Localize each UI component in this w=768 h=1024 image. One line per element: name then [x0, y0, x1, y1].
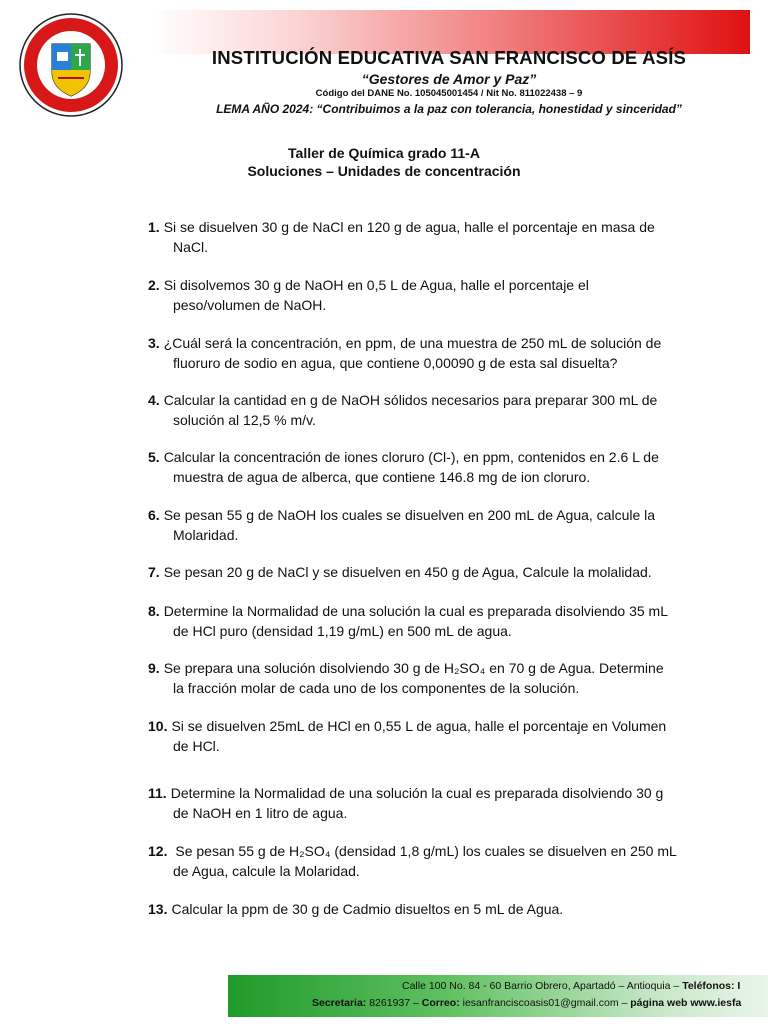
question-number: 10. — [148, 718, 168, 734]
question-number: 5. — [148, 449, 160, 465]
question-item — [148, 275, 723, 315]
question-number: 6. — [148, 507, 160, 523]
question-text-continued: de NaOH en 1 litro de agua. — [173, 805, 348, 821]
question-text-continued: Molaridad. — [173, 527, 239, 543]
footer-address: Calle 100 No. 84 - 60 Barrio Obrero, Apartadó – Antioquia – — [402, 980, 683, 992]
question-text-continued: solución al 12,5 % m/v. — [173, 412, 316, 428]
question-text-continued: NaCl. — [173, 239, 209, 255]
question-text-continued: peso/volumen de NaOH. — [173, 297, 327, 313]
school-lema: LEMA AÑO 2024: “Contribuimos a la paz con tolerancia, honestidad y sinceridad” — [216, 102, 682, 116]
question-number: 11. — [148, 785, 167, 801]
question-text-continued: de HCl. — [173, 738, 220, 754]
question-number: 1. — [148, 219, 160, 235]
footer-web-label: página web www.iesfa — [630, 997, 742, 1009]
footer-correo-value: iesanfranciscoasis01@gmail.com – — [459, 997, 631, 1009]
question-text: Se pesan 20 g de NaCl y se disuelven en 450 g de Agua, Calcule la molalidad. — [163, 564, 652, 580]
worksheet-title-line2: Soluciones – Unidades de concentración — [247, 163, 521, 179]
question-number: 8. — [148, 603, 160, 619]
question-text-continued: muestra de agua de alberca, que contiene 146.8 mg de ion cloruro. — [173, 469, 591, 485]
question-text: Determine la Normalidad de una solución la cual es preparada disolviendo 35 mL — [163, 603, 668, 619]
question-item — [148, 783, 723, 823]
worksheet-title-line1: Taller de Química grado 11-A — [288, 145, 480, 161]
question-text: Calcular la concentración de iones cloruro (Cl-), en ppm, contenidos en 2.6 L de — [163, 449, 659, 465]
worksheet-title — [0, 144, 768, 180]
footer-phones-label: Teléfonos: I — [682, 980, 741, 992]
question-text: Se pesan 55 g de H₂SO₄ (densidad 1,8 g/mL) los cuales se disuelven en 250 mL — [171, 843, 677, 859]
question-item — [148, 333, 723, 373]
question-item — [148, 390, 723, 430]
footer-secretaria-value: 8261937 – — [366, 997, 422, 1009]
question-item — [148, 505, 723, 545]
question-number: 3. — [148, 335, 160, 351]
question-item — [148, 899, 723, 919]
question-item — [148, 217, 723, 257]
question-text: Calcular la ppm de 30 g de Cadmio disueltos en 5 mL de Agua. — [171, 901, 564, 917]
question-text: Si se disuelven 30 g de NaCl en 120 g de agua, halle el porcentaje en masa de — [163, 219, 655, 235]
question-number: 4. — [148, 392, 160, 408]
question-text: Se prepara una solución disolviendo 30 g de H₂SO₄ en 70 g de Agua. Determine — [163, 660, 664, 676]
question-item — [148, 447, 723, 487]
footer-bar — [228, 975, 768, 1017]
question-text: Calcular la cantidad en g de NaOH sólidos necesarios para preparar 300 mL de — [163, 392, 658, 408]
question-number: 12. — [148, 843, 168, 859]
footer-correo-label: Correo: — [421, 997, 460, 1009]
school-codes: Código del DANE No. 105045001454 / Nit No. 811022438 – 9 — [315, 88, 583, 99]
school-motto: “Gestores de Amor y Paz” — [361, 71, 537, 87]
footer-contact-line — [312, 995, 741, 1012]
question-item — [148, 562, 723, 582]
question-text-continued: la fracción molar de cada uno de los componentes de la solución. — [173, 680, 580, 696]
question-item — [148, 601, 723, 641]
question-item — [148, 658, 723, 698]
question-number: 7. — [148, 564, 160, 580]
question-number: 9. — [148, 660, 160, 676]
question-text-continued: de HCl puro (densidad 1,19 g/mL) en 500 mL de agua. — [173, 623, 512, 639]
school-name: INSTITUCIÓN EDUCATIVA SAN FRANCISCO DE ASÍS — [211, 47, 687, 68]
footer-address-line — [402, 978, 740, 995]
question-number: 2. — [148, 277, 160, 293]
question-text: Si se disuelven 25mL de HCl en 0,55 L de agua, halle el porcentaje en Volumen — [171, 718, 667, 734]
question-text: Si disolvemos 30 g de NaOH en 0,5 L de Agua, halle el porcentaje el — [163, 277, 589, 293]
question-text: Se pesan 55 g de NaOH los cuales se disuelven en 200 mL de Agua, calcule la — [163, 507, 656, 523]
school-logo — [18, 12, 124, 118]
question-number: 13. — [148, 901, 168, 917]
footer-secretaria-label: Secretaria: — [312, 997, 367, 1009]
question-text-continued: de Agua, calcule la Molaridad. — [173, 863, 360, 879]
question-item — [148, 716, 723, 756]
question-text-continued: fluoruro de sodio en agua, que contiene 0,00090 g de esta sal disuelta? — [173, 355, 618, 371]
question-item — [148, 841, 723, 881]
question-text: Determine la Normalidad de una solución la cual es preparada disolviendo 30 g — [170, 785, 664, 801]
question-text: ¿Cuál será la concentración, en ppm, de una muestra de 250 mL de solución de — [163, 335, 662, 351]
